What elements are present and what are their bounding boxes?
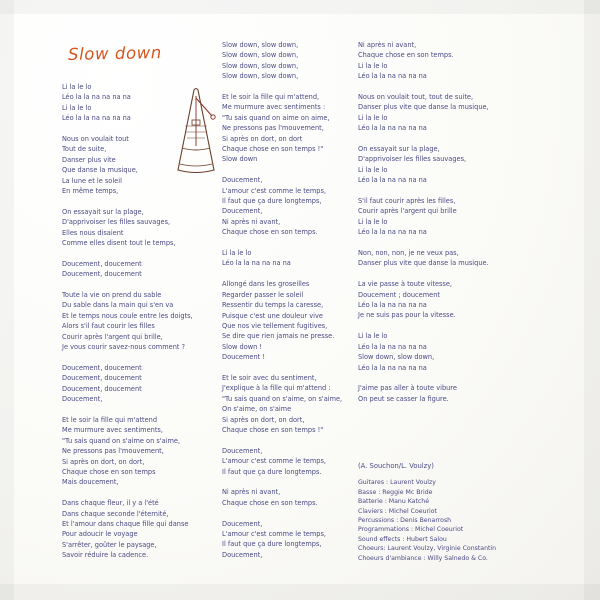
lyrics-line: Danser plus vite que danse la musique. [358, 259, 489, 268]
lyrics-column-3 [358, 40, 538, 415]
lyrics-line: Ni après ni avant, [358, 41, 417, 49]
lyrics-column-1 [62, 82, 214, 571]
lyrics-stanza [358, 144, 538, 186]
lyrics-stanza [62, 290, 214, 352]
lyrics-line: Je ne suis pas pour la vitesse. [358, 311, 456, 320]
lyrics-line: Tout de suite, [62, 145, 107, 154]
lyrics-line: "Tu sais quand on s'aime, on s'aime, [222, 394, 343, 403]
lyrics-line: Chaque chose en son temps [62, 467, 156, 476]
lyrics-line: Léo la la na na na na [62, 93, 131, 102]
lyrics-line: L'amour c'est comme le temps, [222, 186, 327, 195]
lyrics-line: S'arrêter, goûter le paysage, [62, 540, 157, 549]
lyrics-line: Et l'amour dans chaque fille qui danse [62, 519, 189, 528]
lyrics-line: Léo la la na na na na [358, 301, 427, 310]
lyrics-line: Chaque chose en son temps. [222, 498, 318, 507]
lyrics-line: Slow down, slow down, [222, 41, 299, 49]
lyrics-line: Si après on dort, on dort [222, 134, 303, 143]
lyrics-line: Que nos vie tellement fugitives, [222, 321, 328, 330]
lyrics-line: Léo la la na na na na [358, 72, 427, 81]
lyrics-line: "Tu sais quand on aime on aime, [222, 113, 330, 122]
lyrics-stanza [222, 175, 350, 237]
lyrics-line: Doucement, [222, 207, 263, 216]
lyrics-line: D'apprivoiser les filles sauvages, [358, 155, 467, 164]
lyrics-line: J'explique à la fille qui m'attend : [222, 384, 331, 393]
lyrics-line: Slow down, slow down, [358, 353, 435, 362]
lyrics-line: Li la le lo [358, 61, 388, 70]
lyrics-line: D'apprivoiser les filles sauvages, [62, 218, 171, 227]
lyrics-line: Savoir réduire la cadence. [62, 551, 149, 560]
lyrics-line: "Tu sais quand on s'aime on s'aime, [62, 436, 181, 445]
lyrics-line: Et le soir la fille qui m'attend, [222, 93, 320, 102]
lyrics-line: Allongé dans les groseilles [222, 280, 310, 289]
lyrics-line: Pour adoucir le voyage [62, 530, 138, 539]
lyrics-line: Regarder passer le soleil [222, 290, 304, 299]
lyrics-line: Ne pressons pas l'mouvement, [222, 124, 324, 133]
lyrics-line: Li la le lo [62, 103, 92, 112]
credits-row: Choeurs: Laurent Voulzy, Virginie Constantin [358, 545, 497, 553]
lyrics-line: Non, non, non, je ne veux pas, [358, 249, 459, 258]
lyrics-line: Slow down [222, 155, 258, 164]
lyrics-column-2 [222, 40, 350, 571]
lyrics-stanza [222, 40, 350, 82]
lyrics-line: Doucement ; doucement [358, 290, 440, 299]
lyrics-line: Ressentir du temps la caresse, [222, 301, 324, 310]
lyrics-line: Doucement, [222, 446, 263, 455]
lyrics-line: Doucement ! [222, 353, 265, 362]
lyrics-line: Léo la la na na na na [222, 259, 291, 268]
lyrics-line: Alors s'il faut courir les filles [62, 322, 155, 331]
lyrics-line: Slow down, slow down, [222, 51, 299, 60]
lyrics-line: Doucement, doucement [62, 270, 142, 279]
lyrics-line: Et le temps nous coule entre les doigts, [62, 311, 193, 320]
lyrics-line: Chaque chose en son temps. [358, 51, 454, 60]
lyrics-stanza [222, 446, 350, 477]
lyrics-line: S'il faut courir après les filles, [358, 197, 456, 206]
lyrics-line: Nous on voulait tout [62, 135, 129, 144]
credits-row: Guitares : Laurent Voulzy [358, 479, 436, 487]
lyrics-line: Et le soir la fille qui m'attend [62, 415, 158, 424]
credits-row: Basse : Reggie Mc Bride [358, 488, 433, 496]
lyrics-stanza [62, 207, 214, 249]
lyrics-line: On essayait sur la plage, [358, 145, 440, 154]
lyrics-stanza [358, 196, 538, 238]
lyrics-stanza [358, 279, 538, 321]
lyrics-stanza [358, 331, 538, 373]
lyrics-line: Si après on dort, on dort, [62, 457, 145, 466]
lyrics-stanza [358, 248, 538, 269]
lyrics-line: Danser plus vite [62, 155, 116, 164]
credits-row: Claviers : Michel Coeuriot [358, 507, 437, 515]
lyrics-stanza [222, 487, 350, 508]
lyrics-line: Doucement, [222, 550, 263, 559]
lyrics-line: Doucement, doucement [62, 374, 142, 383]
lyrics-line: Slow down, slow down, [222, 72, 299, 81]
lyrics-line: Doucement, doucement [62, 259, 142, 268]
lyrics-stanza [62, 498, 214, 560]
lyrics-stanza [222, 92, 350, 165]
lyrics-line: Chaque chose en son temps !" [222, 145, 324, 154]
lyrics-stanza [358, 40, 538, 82]
lyrics-stanza [222, 279, 350, 362]
lyrics-line: Slow down, slow down, [222, 61, 299, 70]
lyrics-line: Dans chaque fleur, il y a l'été [62, 499, 159, 508]
lyrics-line: Si après on dort, on dort, [222, 415, 305, 424]
lyrics-line: La vie passe à toute vitesse, [358, 280, 453, 289]
lyrics-stanza [358, 92, 538, 134]
lyrics-line: On peut se casser la figure. [358, 394, 449, 403]
credits-row: Choeurs d'ambiance : Willy Salnedo & Co. [358, 554, 488, 562]
lyrics-line: Se dire que rien jamais ne presse. [222, 332, 335, 341]
credits-row: Sound effects : Hubert Salou [358, 535, 447, 543]
lyrics-line: Courir après l'argent qui brille [358, 207, 457, 216]
lyrics-line: Li la le lo [358, 165, 388, 174]
lyrics-line: Que danse la musique, [62, 166, 138, 175]
lyrics-line: Léo la la na na na na [358, 363, 427, 372]
lyrics-line: Me murmure avec sentiments : [222, 103, 326, 112]
lyrics-line: Li la le lo [358, 217, 388, 226]
lyrics-line: Doucement, [62, 395, 103, 404]
lyrics-stanza [62, 134, 214, 196]
lyrics-line: Chaque chose en son temps !" [222, 425, 324, 434]
credits-row: Batterie : Manu Katché [358, 498, 430, 506]
lyrics-line: On essayait sur la plage, [62, 207, 144, 216]
lyrics-line: Il faut que ça dure longtemps, [222, 540, 322, 549]
lyrics-line: Ne pressons pas l'mouvement, [62, 447, 164, 456]
lyrics-line: Me murmure avec sentiments, [62, 426, 163, 435]
credits-rows [358, 478, 558, 563]
lyrics-stanza [222, 519, 350, 561]
lyrics-stanza [62, 415, 214, 488]
lyrics-line: Li la le lo [358, 113, 388, 122]
lyrics-line: Léo la la na na na na [62, 114, 131, 123]
lyrics-stanza [62, 363, 214, 405]
lyrics-line: Courir après l'argent qui brille, [62, 332, 163, 341]
lyrics-line: La lune et le soleil [62, 176, 122, 185]
lyrics-stanza [62, 82, 214, 124]
lyrics-line: Doucement, doucement [62, 363, 142, 372]
lyrics-line: J'aime pas aller à toute vibure [358, 384, 457, 393]
lyrics-stanza [62, 259, 214, 280]
lyrics-line: Léo la la na na na na [358, 124, 427, 133]
lyrics-line: Li la le lo [62, 83, 92, 91]
lyrics-line: Doucement, [222, 519, 263, 528]
lyrics-line: Li la le lo [222, 249, 252, 258]
lyrics-line: Danser plus vite que danse la musique, [358, 103, 489, 112]
lyrics-line: Ni après ni avant, [222, 488, 281, 497]
lyrics-line: Nous on voulait tout, tout de suite, [358, 93, 474, 102]
lyrics-line: Du sable dans la main qui s'en va [62, 301, 174, 310]
lyrics-stanza [222, 248, 350, 269]
lyrics-line: En même temps, [62, 187, 119, 196]
lyrics-line: Chaque chose en son temps. [222, 228, 318, 237]
credits-row: Programmations : Michel Coeuriot [358, 526, 464, 534]
page-title: Slow down [67, 43, 163, 64]
lyrics-line: Toute la vie on prend du sable [62, 291, 162, 300]
lyrics-line: On s'aime, on s'aime [222, 405, 292, 414]
lyrics-line: L'amour c'est comme le temps, [222, 529, 327, 538]
lyrics-line: L'amour c'est comme le temps, [222, 457, 327, 466]
lyrics-stanza [358, 383, 538, 404]
lyrics-line: Doucement, doucement [62, 384, 142, 393]
credits-row: Percussions : Denis Benarrosh [358, 517, 452, 525]
credits-block [358, 462, 558, 563]
lyrics-line: Puisque c'est une douleur vive [222, 311, 323, 320]
lyrics-line: Je vous courir savez-nous comment ? [62, 343, 186, 352]
lyrics-line: Léo la la na na na na [358, 342, 427, 351]
lyrics-line: Dans chaque seconde l'éternité, [62, 509, 169, 518]
lyrics-line: Slow down ! [222, 342, 263, 351]
lyrics-line: Doucement, [222, 176, 263, 185]
lyrics-line: Léo la la na na na na [358, 176, 427, 185]
lyrics-line: Mais doucement, [62, 478, 119, 487]
lyrics-line: Et le soir avec du sentiment, [222, 373, 317, 382]
lyrics-line: Léo la la na na na na [358, 228, 427, 237]
lyrics-line: Il faut que ça dure longtemps. [222, 467, 322, 476]
lyrics-line: Li la le lo [358, 332, 388, 341]
lyrics-line: Il faut que ça dure longtemps, [222, 197, 322, 206]
lyrics-line: Ni après ni avant, [222, 217, 281, 226]
lyrics-line: Elles nous disaient [62, 228, 124, 237]
credits-authors: (A. Souchon/L. Voulzy) [358, 462, 434, 470]
lyrics-stanza [222, 373, 350, 435]
lyrics-line: Comme elles disent tout le temps, [62, 239, 176, 248]
